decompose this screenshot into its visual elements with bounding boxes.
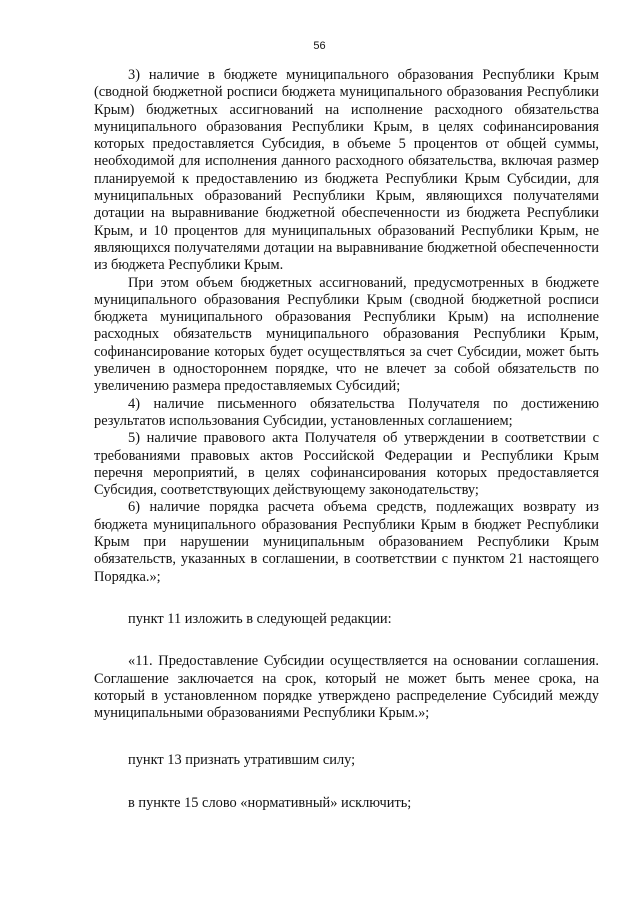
paragraph-budget-note: При этом объем бюджетных ассигнований, предусмотренных в бюджете муниципального образования Республики Крым (сводной бюджетной росписи бюджета муниципального образования Республики Крым) на исполнение расходных обязательств муниципального образования Республики Крым, софинансирование которых будет осуществляться за счет Субсидии, может быть увеличен в одностороннем порядке, что не влечет за собой обязательств по увеличению размера предоставляемых Субсидий; xyxy=(94,274,599,395)
paragraph-item-3: 3) наличие в бюджете муниципального образования Республики Крым (сводной бюджетной росписи бюджета муниципального образования Республики Крым) бюджетных ассигнований на исполнение расходного обязательства муниципального образования Республики Крым, в целях софинансирования которых предоставляется Субсидия, в объеме 5 процентов от общей суммы, необходимой для исполнения данного расходного обязательства, включая размер планируемой к предоставлению из бюджета Республики Крым Субсидии, для муниципальных образований Республики Крым, являющихся получателями дотации на выравнивание бюджетной обеспеченности из бюджета Республики Крым, и 10 процентов для муниципальных образований Республики Крым, не являющихся получателями дотации на выравнивание бюджетной обеспеченности из бюджета Республики Крым. xyxy=(94,67,599,274)
page-number: 56 xyxy=(313,40,326,52)
paragraph-item-4: 4) наличие письменного обязательства Получателя по достижению результатов использования Субсидии, установленных соглашением; xyxy=(94,395,599,429)
paragraph-item-5: 5) наличие правового акта Получателя об утверждении в соответствии с требованиями правовых актов Российской Федерации и Республики Крым перечня мероприятий, в целях софинансирования которых предоставляется Субсидия, соответствующих действующему законодательству; xyxy=(94,430,599,499)
paragraph-clause-13: пункт 13 признать утратившим силу; xyxy=(128,752,356,769)
paragraph-clause-15: в пункте 15 слово «нормативный» исключить; xyxy=(128,794,412,811)
paragraph-clause-11-intro: пункт 11 изложить в следующей редакции: xyxy=(128,610,392,627)
document-body xyxy=(94,67,599,812)
paragraph-item-6: 6) наличие порядка расчета объема средств, подлежащих возврату из бюджета муниципального образования Республики Крым в бюджет Республики Крым при нарушении муниципальным образованием Республики Крым обязательств, указанных в соглашении, в соответствии с пунктом 21 настоящего Порядка.»; xyxy=(94,499,599,585)
paragraph-clause-11-text: «11. Предоставление Субсидии осуществляется на основании соглашения. Соглашение заключается на срок, который не может быть менее срока, на который в установленном порядке утверждено распределение Субсидий между муниципальными образованиями Республики Крым.»; xyxy=(94,653,599,722)
